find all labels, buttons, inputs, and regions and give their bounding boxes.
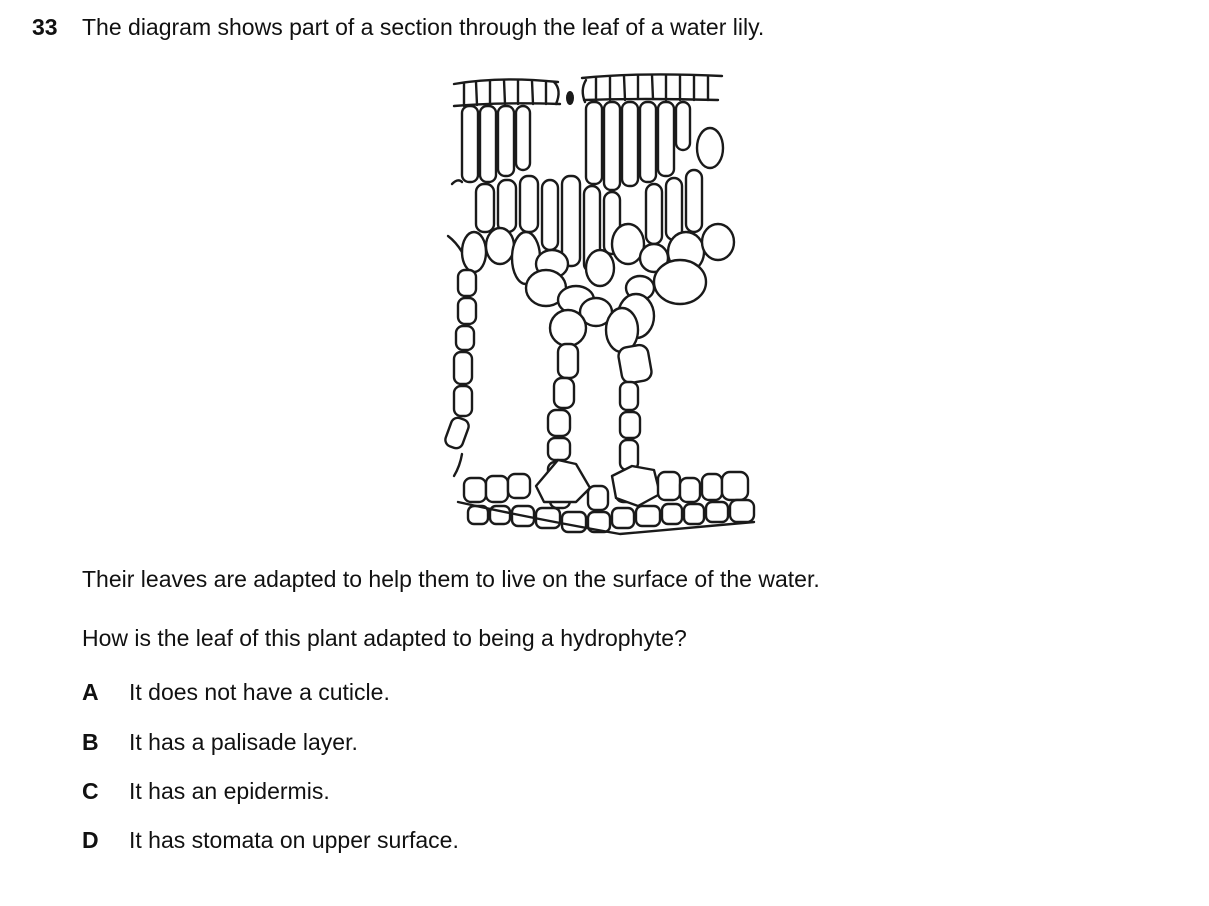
option-text: It has stomata on upper surface. bbox=[129, 827, 459, 853]
question-prompt: How is the leaf of this plant adapted to being a hydrophyte? bbox=[82, 625, 687, 651]
question-stem: The diagram shows part of a section through the leaf of a water lily. bbox=[82, 14, 765, 40]
option-text: It has a palisade layer. bbox=[129, 729, 358, 755]
left-cell-column bbox=[443, 180, 476, 450]
leaf-section-diagram bbox=[440, 66, 770, 541]
context-text: Their leaves are adapted to help them to live on the surface of the water. bbox=[82, 566, 820, 592]
question-number: 33 bbox=[32, 14, 58, 40]
option-text: It does not have a cuticle. bbox=[129, 679, 390, 705]
option-letter: C bbox=[82, 778, 99, 804]
option-letter: B bbox=[82, 729, 99, 755]
lower-epidermis bbox=[454, 454, 754, 534]
leaf-section-drawing bbox=[440, 66, 770, 541]
option-letter: A bbox=[82, 679, 99, 705]
option-text: It has an epidermis. bbox=[129, 778, 330, 804]
option-letter: D bbox=[82, 827, 99, 853]
